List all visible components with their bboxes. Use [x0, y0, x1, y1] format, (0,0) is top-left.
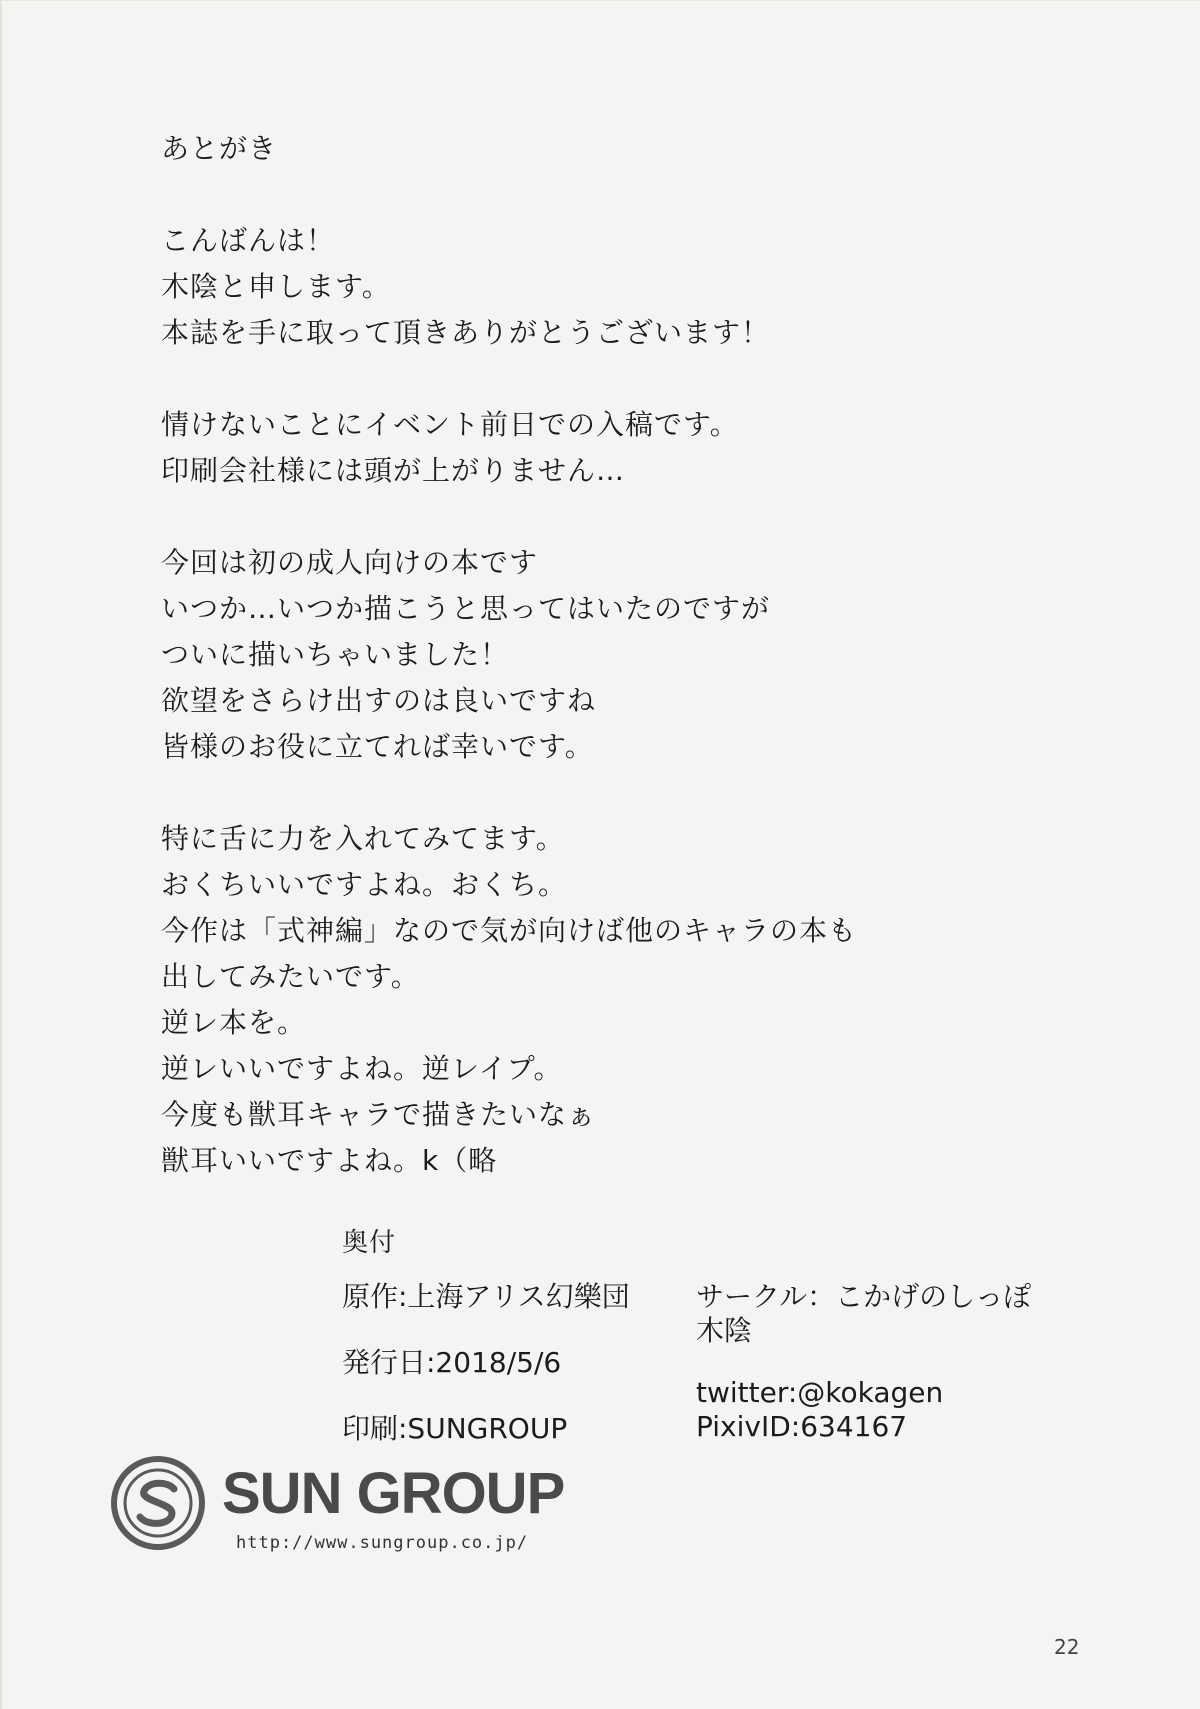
text-line: 逆レいいですよね。逆レイプ。	[161, 1052, 563, 1085]
afterword-title: あとがき	[161, 132, 278, 165]
text-line: 印刷会社様には頭が上がりません…	[161, 454, 626, 487]
sun-group-logo	[110, 1455, 610, 1555]
circle-name: サークル：こかげのしっぽ	[696, 1280, 1032, 1313]
text-line: 情けないことにイベント前日での入稿です。	[161, 408, 739, 441]
paragraph-greeting	[161, 218, 1041, 356]
logo-url: http://www.sungroup.co.jp/	[236, 1533, 529, 1553]
text-line: 今作は「式神編」なので気が向けば他のキャラの本も	[161, 914, 858, 947]
text-line: おくちいいですよね。おくち。	[161, 868, 568, 901]
paragraph-first-book	[161, 540, 1041, 770]
colophon-heading: 奥付	[342, 1228, 397, 1258]
text-line: ついに描いちゃいました！	[161, 638, 510, 671]
text-line: 本誌を手に取って頂きありがとうございます！	[161, 316, 771, 349]
page-number: 22	[1054, 1635, 1080, 1659]
sun-group-logo-icon	[110, 1455, 206, 1551]
author-name: 木陰	[696, 1314, 753, 1347]
printer: 印刷:SUNGROUP	[342, 1412, 568, 1445]
text-line: こんばんは！	[161, 224, 336, 257]
text-line: 皆様のお役に立てれば幸いです。	[161, 730, 594, 763]
original-work: 原作:上海アリス幻樂団	[342, 1280, 630, 1313]
text-line: 今回は初の成人向けの本です	[161, 546, 539, 579]
text-line: 出してみたいです。	[161, 960, 420, 993]
paragraph-deadline	[161, 402, 1041, 494]
colophon-circle-info	[696, 1280, 1031, 1444]
publish-date: 発行日:2018/5/6	[342, 1346, 562, 1379]
text-line: 特に舌に力を入れてみてます。	[161, 822, 565, 855]
afterword-section	[161, 126, 1041, 1184]
text-line: 木陰と申します。	[161, 270, 391, 303]
logo-wordmark: SUN GROUP	[222, 1461, 565, 1526]
text-line: いつか…いつか描こうと思ってはいたのですが	[161, 592, 771, 625]
text-line: 獣耳いいですよね。k（略	[161, 1144, 498, 1177]
text-line: 逆レ本を。	[161, 1006, 307, 1039]
text-line: 欲望をさらけ出すのは良いですね	[161, 684, 597, 717]
twitter-handle: twitter:@kokagen	[696, 1376, 944, 1409]
text-line: 今度も獣耳キャラで描きたいなぁ	[161, 1098, 597, 1131]
pixiv-id: PixivID:634167	[696, 1410, 908, 1443]
paragraph-notes	[161, 816, 1041, 1184]
colophon-publication-info	[342, 1280, 630, 1478]
